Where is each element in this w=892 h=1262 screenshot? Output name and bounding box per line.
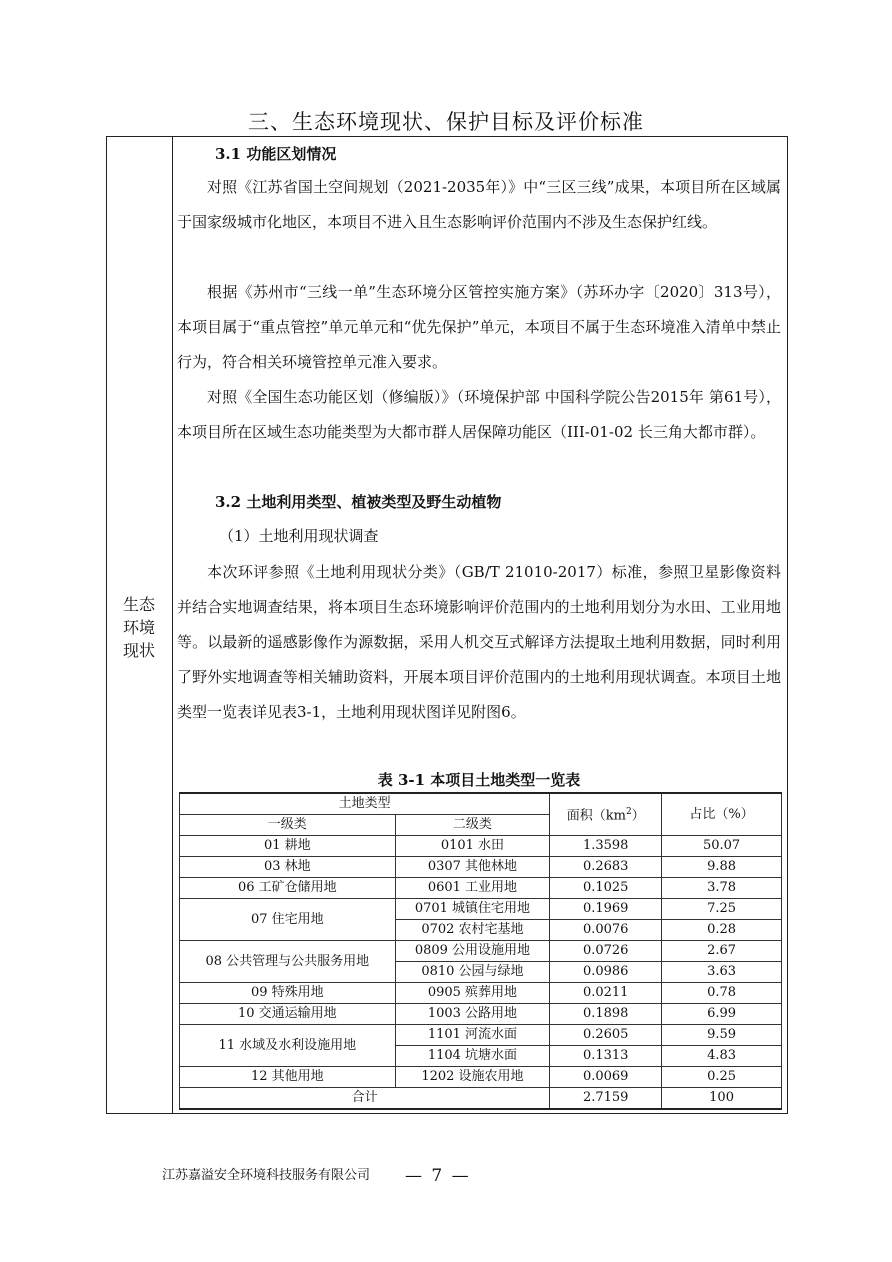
cell-ratio: 0.28: [662, 920, 782, 941]
cell-ratio: 50.07: [662, 836, 782, 857]
subsection-heading: （1）土地利用现状调查: [219, 527, 379, 545]
cell-level1: 11 水域及水利设施用地: [180, 1025, 396, 1067]
cell-area: 0.1898: [550, 1004, 662, 1025]
table-row: [180, 941, 782, 962]
paragraph: 本次环评参照《土地利用现状分类》（GB/T 21010-2017）标准，参照卫星影像资料并结合实地调查结果，将本项目生态环境影响评价范围内的土地利用划分为水田、工业用地等。以最新的遥感影像作为源数据，采用人机交互式解译方法提取土地利用数据，同时利用了野外实地调查等相关辅助资料，开展本项目评价范围内的土地利用现状调查。本项目土地类型一览表详见表3-1，土地利用现状图详见附图6。: [177, 563, 781, 721]
cell-level1: 10 交通运输用地: [180, 1004, 396, 1025]
cell-level2: 1104 坑塘水面: [395, 1046, 550, 1067]
header-level2: 二级类: [395, 815, 550, 836]
table-row: [180, 1025, 782, 1046]
table-total-row: [180, 1088, 782, 1110]
paragraph: 对照《全国生态功能区划（修编版）》（环境保护部 中国科学院公告2015年 第61号），本项目所在区域生态功能类型为大都市群人居保障功能区（III-01-02 长三角大都市群）。: [177, 388, 781, 441]
cell-area: 0.2683: [550, 857, 662, 878]
table-row: [180, 1004, 782, 1025]
table-row: [180, 1067, 782, 1088]
cell-level2: 0702 农村宅基地: [395, 920, 550, 941]
table-row: [180, 857, 782, 878]
cell-area: 0.2605: [550, 1025, 662, 1046]
cell-level2: 1101 河流水面: [395, 1025, 550, 1046]
cell-ratio: 4.83: [662, 1046, 782, 1067]
side-label-line: 环境: [122, 618, 155, 637]
cell-level2: 0809 公用设施用地: [395, 941, 550, 962]
cell-level1: 12 其他用地: [180, 1067, 396, 1088]
cell-level1: 07 住宅用地: [180, 899, 396, 941]
cell-total-label: 合计: [180, 1088, 550, 1110]
cell-ratio: 6.99: [662, 1004, 782, 1025]
cell-level2: 0905 殡葬用地: [395, 983, 550, 1004]
cell-area: 0.0076: [550, 920, 662, 941]
cell-level2: 0701 城镇住宅用地: [395, 899, 550, 920]
cell-area: 0.1969: [550, 899, 662, 920]
header-level1: 一级类: [180, 815, 396, 836]
cell-level2: 1003 公路用地: [395, 1004, 550, 1025]
table-row: [180, 878, 782, 899]
cell-ratio: 7.25: [662, 899, 782, 920]
paragraph: 根据《苏州市“三线一单”生态环境分区管控实施方案》（苏环办字〔2020〕313号），本项目属于“重点管控”单元单元和“优先保护”单元，本项目不属于生态环境准入清单中禁止行为，符合相关环境管控单元准入要求。: [177, 283, 781, 371]
cell-total-area: 2.7159: [550, 1088, 662, 1110]
cell-ratio: 2.67: [662, 941, 782, 962]
paragraph: 对照《江苏省国土空间规划（2021-2035年）》中“三区三线”成果，本项目所在区域属于国家级城市化地区，本项目不进入且生态影响评价范围内不涉及生态保护红线。: [177, 178, 781, 231]
table-row: [180, 899, 782, 920]
side-label-line: 生态: [122, 595, 155, 614]
content-frame: [106, 136, 788, 1114]
cell-area: 0.1025: [550, 878, 662, 899]
cell-level1: 08 公共管理与公共服务用地: [180, 941, 396, 983]
cell-area: 0.0211: [550, 983, 662, 1004]
cell-area: 0.0069: [550, 1067, 662, 1088]
cell-area: 0.1313: [550, 1046, 662, 1067]
land-type-table: [179, 792, 782, 1110]
cell-level1: 03 林地: [180, 857, 396, 878]
cell-level2: 1202 设施农用地: [395, 1067, 550, 1088]
side-label-line: 现状: [122, 641, 155, 660]
cell-ratio: 3.78: [662, 878, 782, 899]
table-caption: 表 3-1 本项目土地类型一览表: [377, 771, 581, 789]
cell-level2: 0601 工业用地: [395, 878, 550, 899]
section-heading-3-2: 3.2 土地利用类型、植被类型及野生动植物: [215, 493, 502, 511]
page-number: — 7 —: [405, 1166, 471, 1186]
cell-level2: 0101 水田: [395, 836, 550, 857]
cell-area: 0.0726: [550, 941, 662, 962]
table-row: [180, 983, 782, 1004]
cell-level2: 0810 公园与绿地: [395, 962, 550, 983]
cell-level1: 01 耕地: [180, 836, 396, 857]
cell-level2: 0307 其他林地: [395, 857, 550, 878]
cell-ratio: 3.63: [662, 962, 782, 983]
cell-ratio: 9.88: [662, 857, 782, 878]
cell-area: 1.3598: [550, 836, 662, 857]
cell-level1: 09 特殊用地: [180, 983, 396, 1004]
section-heading-3-1: 3.1 功能区划情况: [215, 145, 337, 163]
cell-total-ratio: 100: [662, 1088, 782, 1110]
header-ratio: 占比（%）: [662, 793, 782, 836]
side-column: [107, 137, 173, 1113]
side-label: [107, 593, 171, 662]
table-row: [180, 836, 782, 857]
header-land-type: 土地类型: [180, 793, 550, 815]
footer-company: 江苏嘉溢安全环境科技服务有限公司: [162, 1168, 371, 1183]
page-title: 三、生态环境现状、保护目标及评价标准: [248, 110, 644, 134]
table-body: [180, 836, 782, 1110]
cell-ratio: 9.59: [662, 1025, 782, 1046]
cell-ratio: 0.78: [662, 983, 782, 1004]
cell-ratio: 0.25: [662, 1067, 782, 1088]
header-area: 面积$(km^2)$: [550, 793, 662, 836]
cell-area: 0.0986: [550, 962, 662, 983]
cell-level1: 06 工矿仓储用地: [180, 878, 396, 899]
